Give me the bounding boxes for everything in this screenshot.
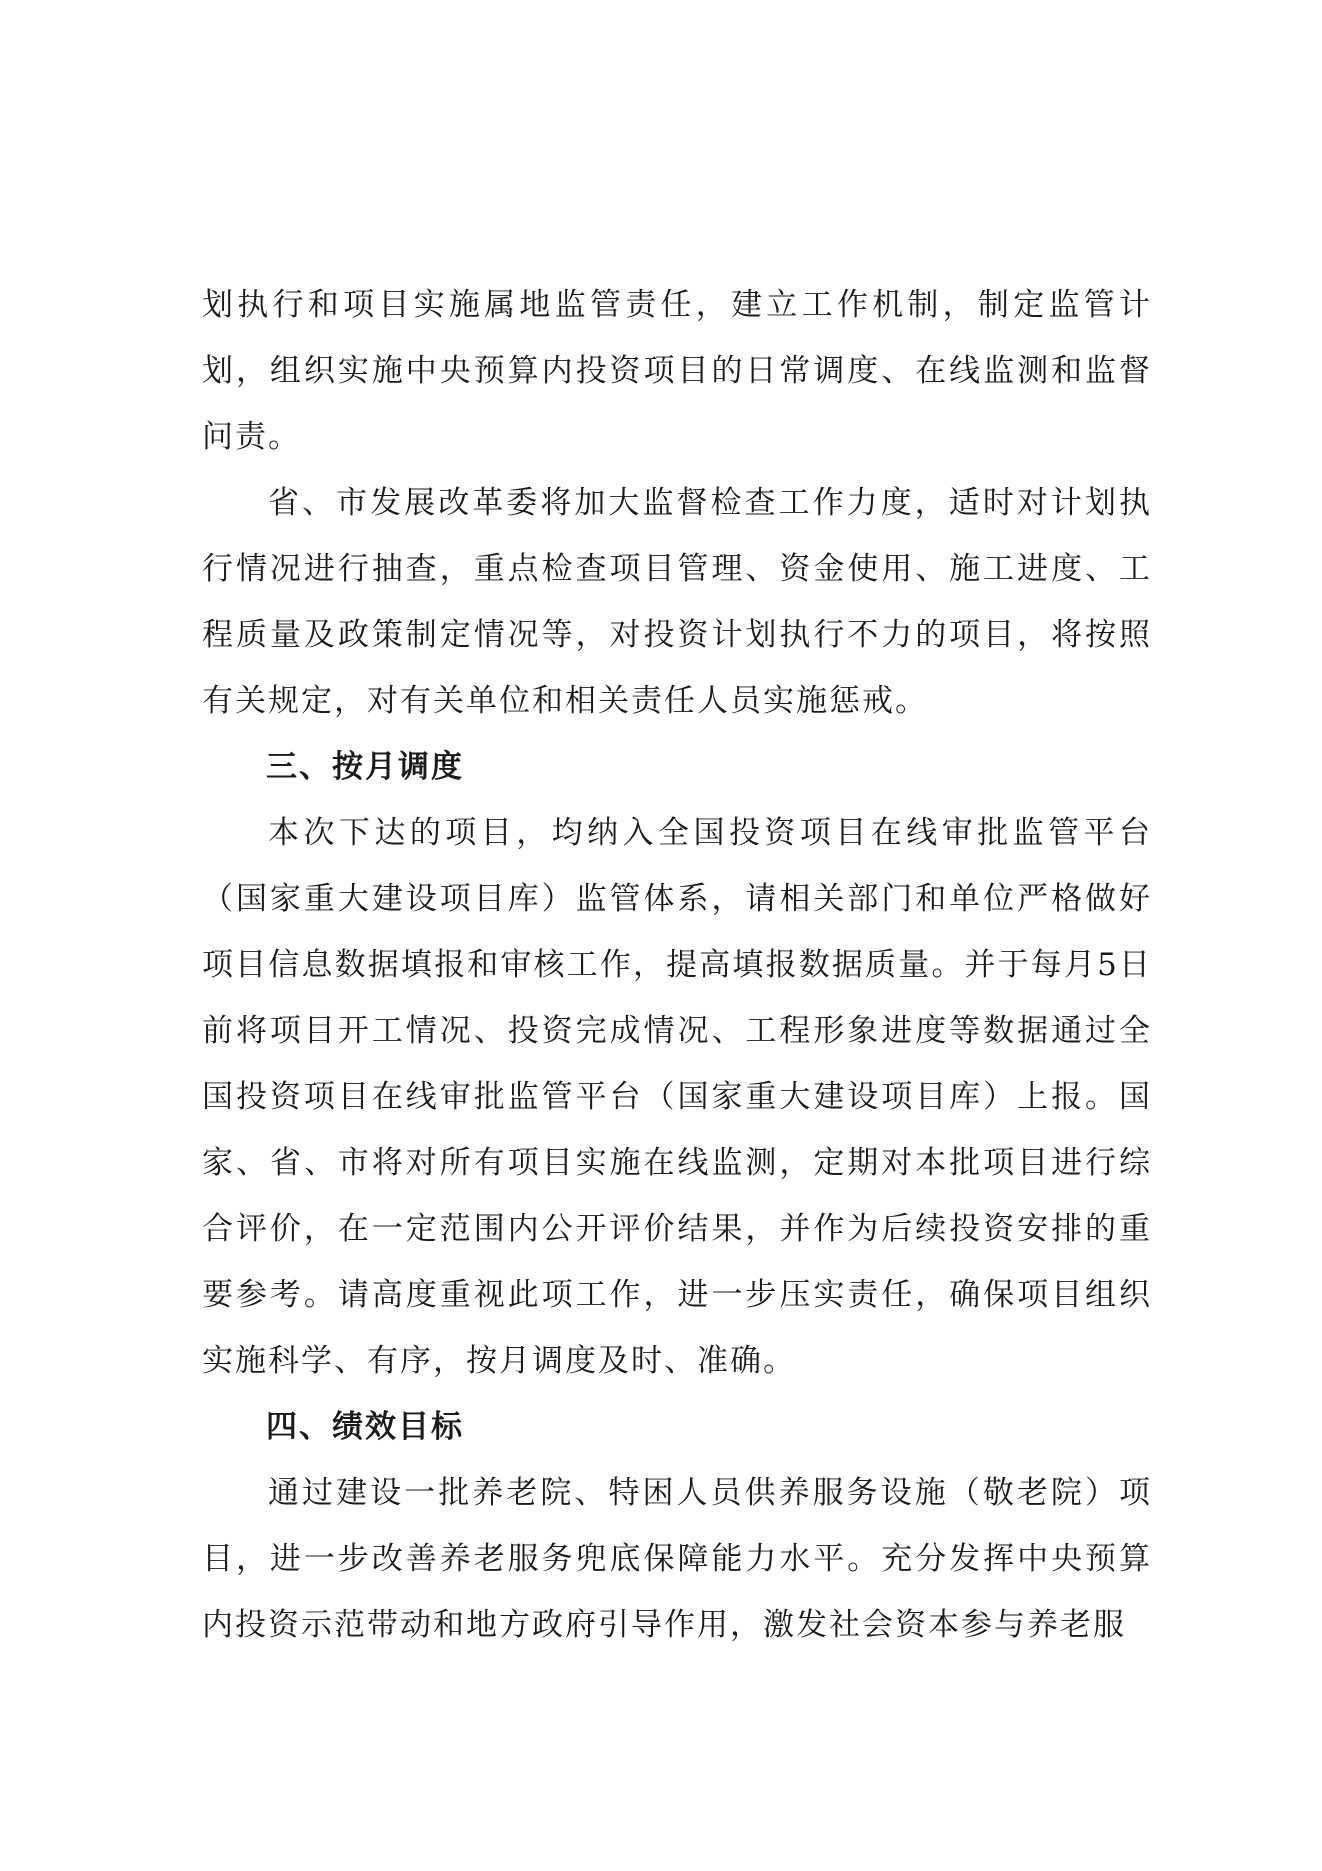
document-body (202, 272, 1152, 1658)
section-heading-performance-goals: 四、绩效目标 (266, 1409, 464, 1445)
paragraph-performance-goals: 通过建设一批养老院、特困人员供养服务设施（敬老院）项目，进一步改善养老服务兜底保障能力水平。充分发挥中央预算内投资示范带动和地方政府引导作用，激发社会资本参与养老服 (202, 1475, 1152, 1643)
section-heading-monthly-dispatch: 三、按月调度 (266, 749, 464, 785)
paragraph-monthly-dispatch: 本次下达的项目，均纳入全国投资项目在线审批监管平台（国家重大建设项目库）监管体系，请相关部门和单位严格做好项目信息数据填报和审核工作，提高填报数据质量。并于每月5日前将项目开工情况、投资完成情况、工程形象进度等数据通过全国投资项目在线审批监管平台（国家重大建设项目库）上报。国家、省、市将对所有项目实施在线监测，定期对本批项目进行综合评价，在一定范围内公开评价结果，并作为后续投资安排的重要参考。请高度重视此项工作，进一步压实责任，确保项目组织实施科学、有序，按月调度及时、准确。 (202, 815, 1152, 1379)
paragraph-supervision: 省、市发展改革委将加大监督检查工作力度，适时对计划执行情况进行抽查，重点检查项目管理、资金使用、施工进度、工程质量及政策制定情况等，对投资计划执行不力的项目，将按照有关规定，对有关单位和相关责任人员实施惩戒。 (202, 485, 1152, 719)
paragraph-continuation: 划执行和项目实施属地监管责任，建立工作机制，制定监管计划，组织实施中央预算内投资项目的日常调度、在线监测和监督问责。 (202, 287, 1152, 455)
